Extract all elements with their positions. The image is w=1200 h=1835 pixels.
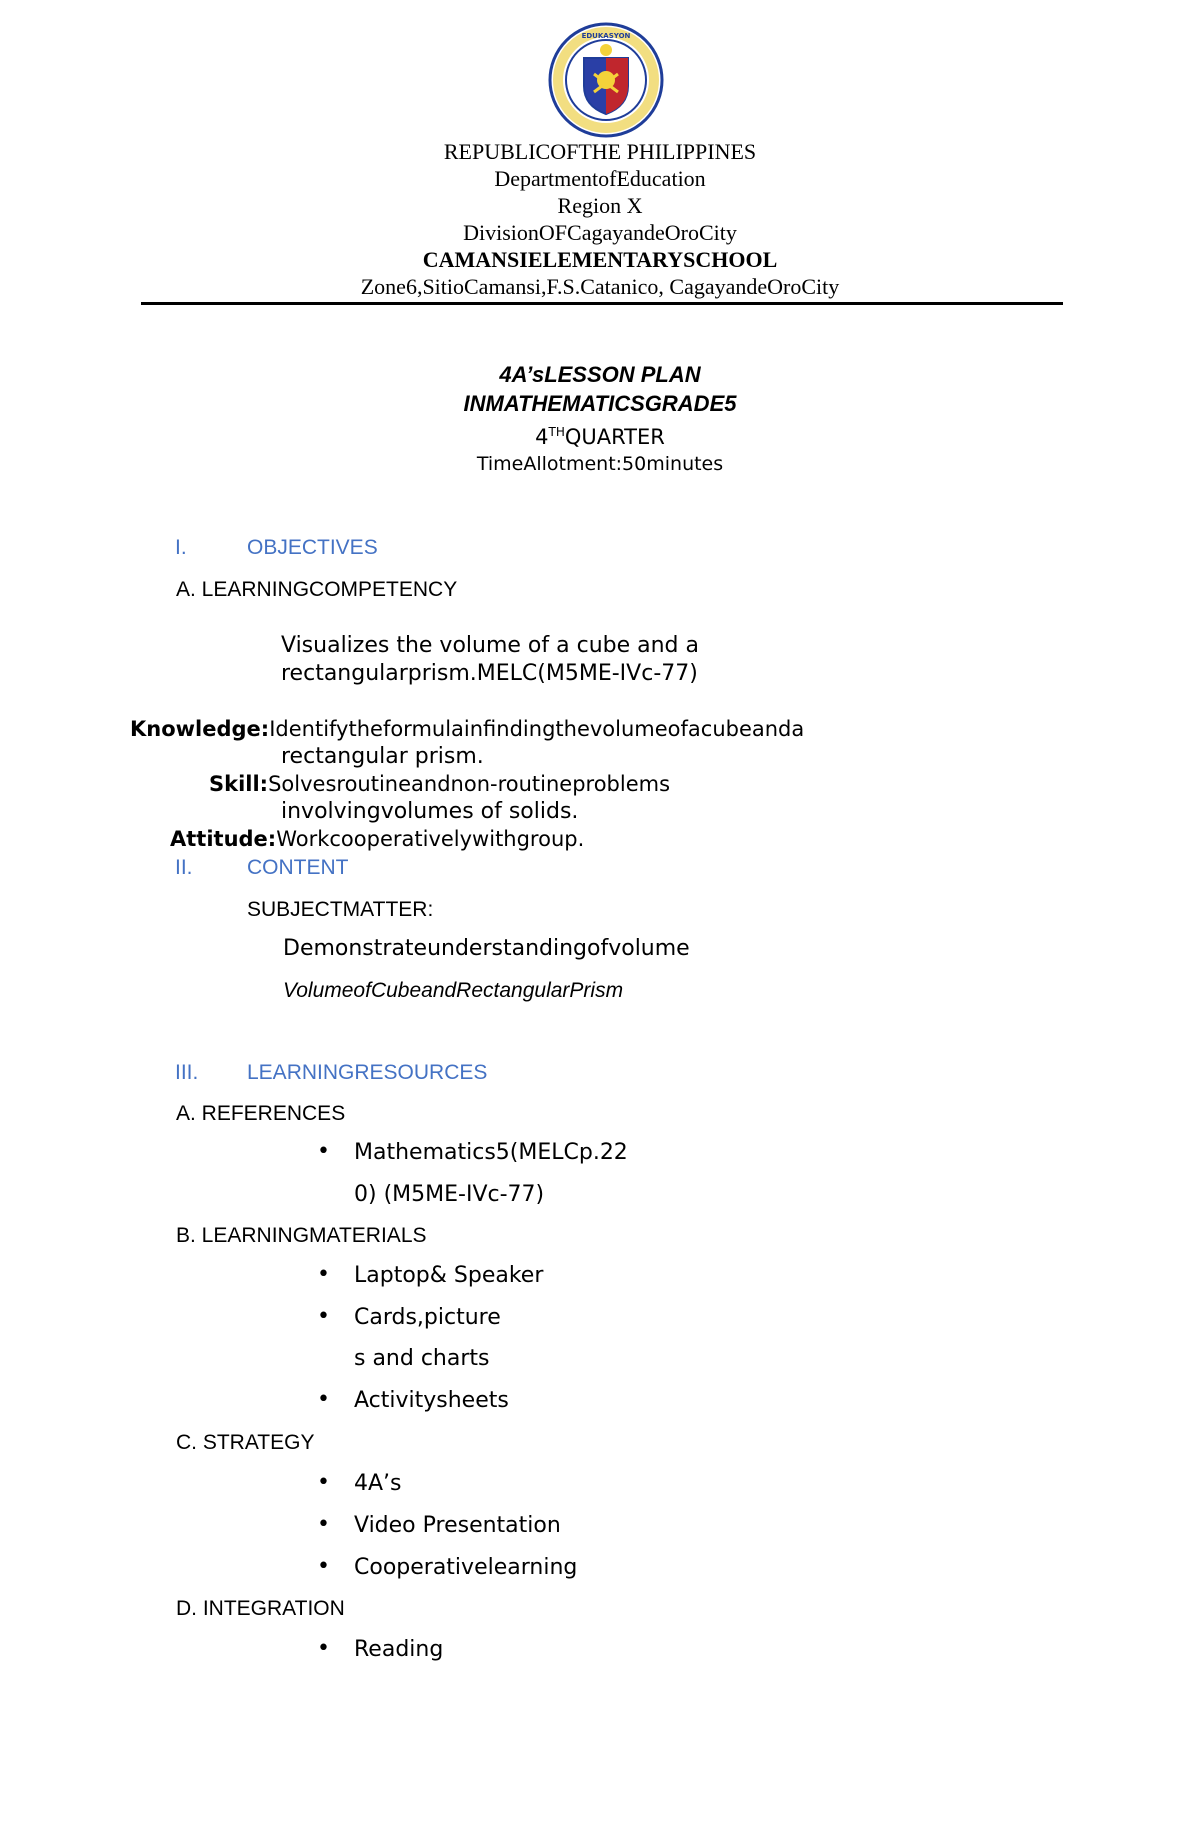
materials-heading: B. LEARNINGMATERIALS xyxy=(176,1224,427,1247)
competency-line-1: Visualizes the volume of a cube and a xyxy=(281,633,699,658)
bullet-icon: • xyxy=(317,1636,330,1661)
content-heading: CONTENT xyxy=(247,856,349,879)
quarter-word: QUARTER xyxy=(564,425,665,449)
bullet-icon: • xyxy=(317,1554,330,1579)
integration-heading: D. INTEGRATION xyxy=(176,1597,345,1620)
bullet-icon: • xyxy=(317,1139,330,1164)
resources-heading: LEARNINGRESOURCES xyxy=(247,1061,488,1084)
material-item: Activitysheets xyxy=(354,1388,509,1413)
reference-item: Mathematics5(MELCp.22 xyxy=(354,1140,628,1165)
time-allotment: TimeAllotment:50minutes xyxy=(476,453,724,475)
bullet-icon: • xyxy=(317,1262,330,1287)
skill-label: Skill: xyxy=(209,772,269,796)
subject-matter-label: SUBJECTMATTER: xyxy=(247,898,434,921)
integration-item: Reading xyxy=(354,1637,444,1662)
material-item: Cards,picture xyxy=(354,1305,501,1330)
strategy-item: Cooperativelearning xyxy=(354,1555,578,1580)
content-line-2: VolumeofCubeandRectangularPrism xyxy=(283,979,624,1002)
header-division: DivisionOFCagayandeOroCity xyxy=(463,220,737,245)
svg-text:EDUKASYON: EDUKASYON xyxy=(581,32,631,40)
bullet-icon: • xyxy=(317,1470,330,1495)
competency-line-2: rectangularprism.MELC(M5ME-IVc-77) xyxy=(281,661,698,686)
bullet-icon: • xyxy=(317,1387,330,1412)
lesson-title: 4A’sLESSON PLAN xyxy=(499,362,701,387)
bullet-icon: • xyxy=(317,1304,330,1329)
deped-seal-logo xyxy=(548,22,664,138)
strategy-item: Video Presentation xyxy=(354,1513,561,1538)
knowledge-row xyxy=(130,715,804,743)
header-address: Zone6,SitioCamansi,F.S.Catanico, CagayandeOroCity xyxy=(360,274,840,299)
references-heading: A. REFERENCES xyxy=(176,1102,346,1125)
header-region: Region X xyxy=(557,193,643,218)
material-item: Laptop& Speaker xyxy=(354,1263,544,1288)
header-school: CAMANSIELEMENTARYSCHOOL xyxy=(422,247,778,272)
resources-number: III. xyxy=(175,1061,199,1084)
objectives-number: I. xyxy=(175,536,187,559)
learning-competency-heading: A. LEARNINGCOMPETENCY xyxy=(176,578,458,601)
knowledge-text: Identifytheformulainfindingthevolumeofacubeanda xyxy=(269,717,805,741)
reference-item-continued: 0) (M5ME-IVc-77) xyxy=(354,1182,545,1207)
strategy-heading: C. STRATEGY xyxy=(176,1431,315,1454)
skill-row xyxy=(209,770,670,798)
header-department: DepartmentofEducation xyxy=(494,166,706,191)
content-line-1: Demonstrateunderstandingofvolume xyxy=(283,936,690,961)
quarter-number: 4 xyxy=(535,425,549,449)
header-divider xyxy=(141,302,1063,305)
skill-text: Solvesroutineandnon-routineproblems xyxy=(268,772,671,796)
lesson-subtitle: INMATHEMATICSGRADE5 xyxy=(463,391,737,416)
material-item-continued: s and charts xyxy=(354,1346,490,1371)
header-republic: REPUBLICOFTHE PHILIPPINES xyxy=(443,139,757,164)
attitude-row xyxy=(170,825,584,853)
strategy-item: 4A’s xyxy=(354,1471,402,1496)
quarter-line xyxy=(0,418,1200,451)
attitude-text: Workcooperativelywithgroup. xyxy=(276,827,585,851)
skill-line-2: involvingvolumes of solids. xyxy=(281,799,579,824)
content-number: II. xyxy=(175,856,193,879)
bullet-icon: • xyxy=(317,1512,330,1537)
attitude-label: Attitude: xyxy=(170,827,277,851)
objectives-heading: OBJECTIVES xyxy=(247,536,378,559)
quarter-superscript: TH xyxy=(548,425,565,439)
knowledge-label: Knowledge: xyxy=(130,717,270,741)
knowledge-line-2: rectangular prism. xyxy=(281,744,484,769)
